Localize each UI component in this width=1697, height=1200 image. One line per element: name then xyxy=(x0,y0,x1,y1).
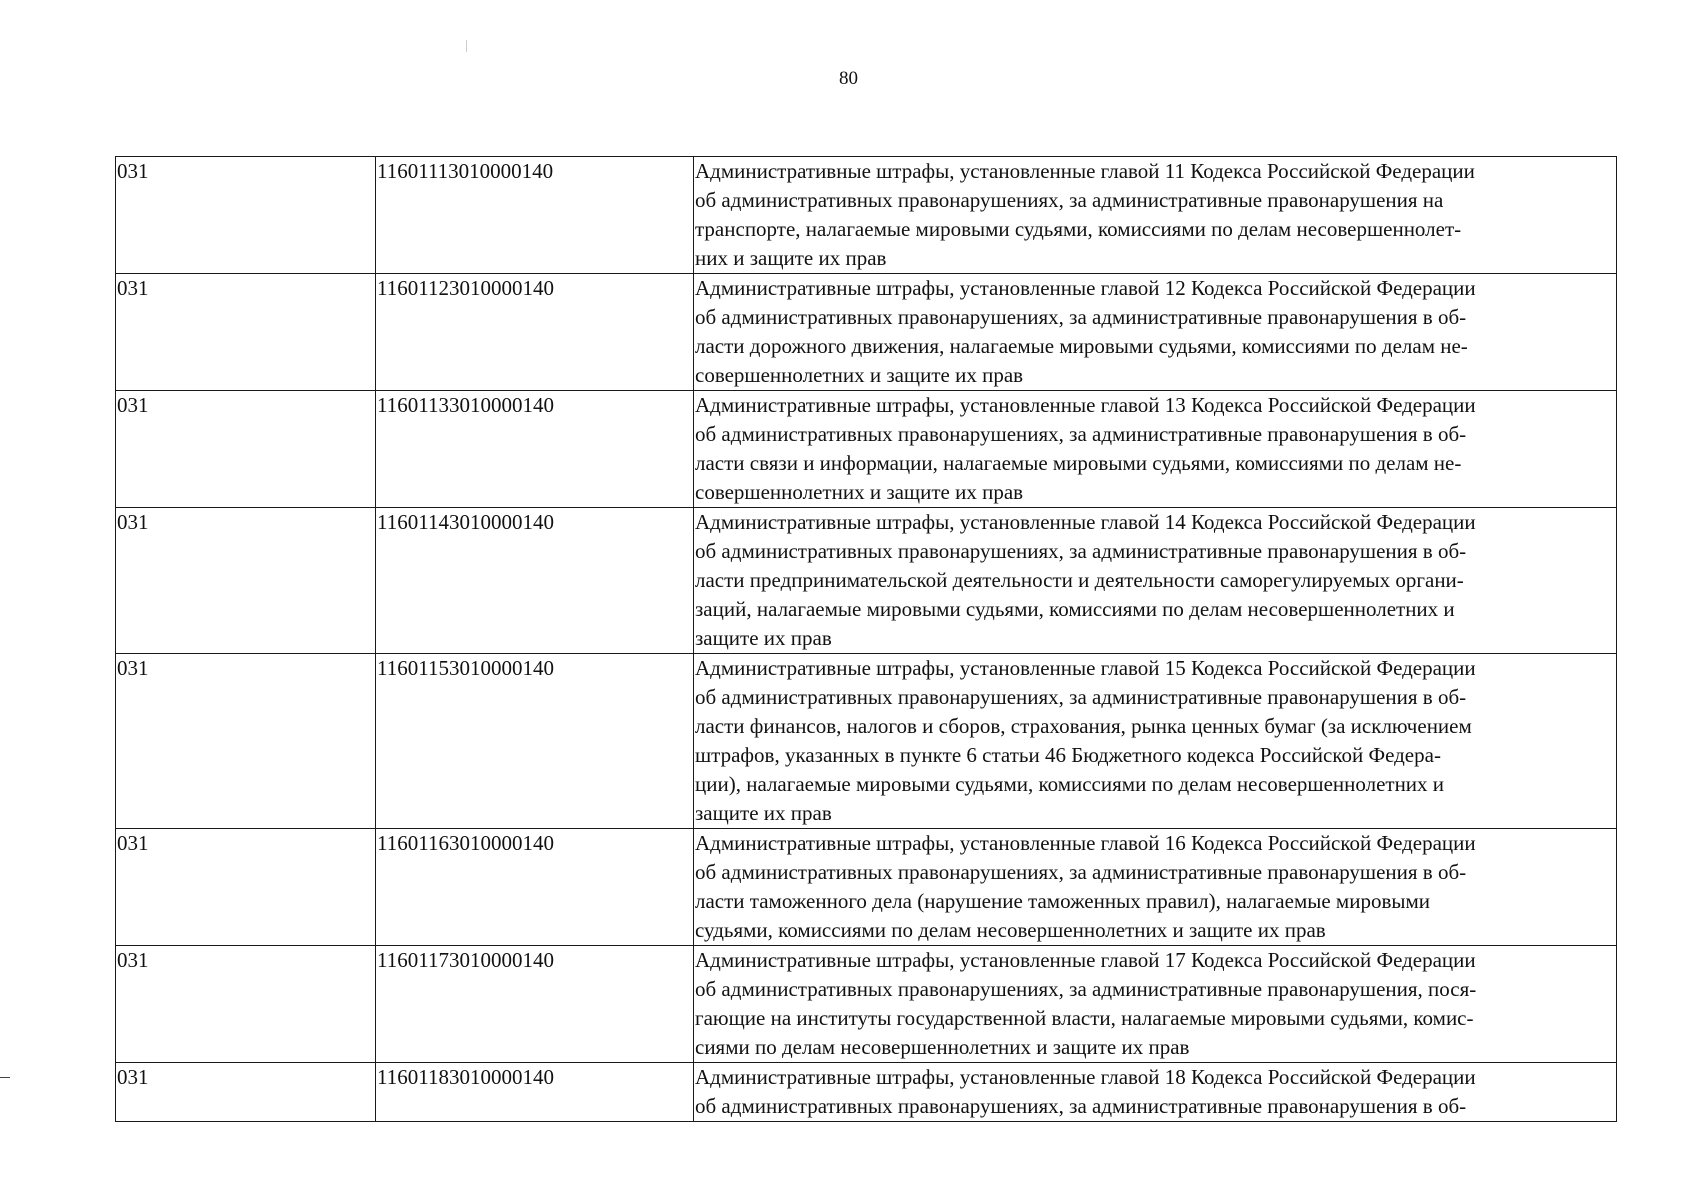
kbk-code-cell: 11601123010000140 xyxy=(376,274,694,391)
description-cell xyxy=(694,829,1617,946)
table-row xyxy=(116,654,1617,829)
description-cell xyxy=(694,274,1617,391)
admin-code-cell: 031 xyxy=(116,391,376,508)
admin-code-cell: 031 xyxy=(116,946,376,1063)
admin-code-cell: 031 xyxy=(116,654,376,829)
description-line: Административные штрафы, установленные главой 13 Кодекса Российской Федерации xyxy=(695,393,1476,417)
description-line: Административные штрафы, установленные главой 16 Кодекса Российской Федерации xyxy=(695,831,1476,855)
table-row xyxy=(116,157,1617,274)
scan-margin-mark xyxy=(0,1077,10,1078)
budget-codes-table xyxy=(115,156,1617,1122)
description-cell xyxy=(694,654,1617,829)
description-line: Административные штрафы, установленные главой 12 Кодекса Российской Федерации xyxy=(695,276,1476,300)
description-line: транспорте, налагаемые мировыми судьями, комиссиями по делам несовершеннолет- xyxy=(695,217,1462,241)
description-line: сиями по делам несовершеннолетних и защите их прав xyxy=(695,1035,1190,1059)
description-line: ласти связи и информации, налагаемые мировыми судьями, комиссиями по делам не- xyxy=(695,451,1462,475)
description-line: штрафов, указанных в пункте 6 статьи 46 Бюджетного кодекса Российской Федера- xyxy=(695,743,1441,767)
description-line: них и защите их прав xyxy=(695,246,887,270)
description-line: совершеннолетних и защите их прав xyxy=(695,363,1024,387)
table-row xyxy=(116,274,1617,391)
description-line: об административных правонарушениях, за административные правонарушения в об- xyxy=(695,305,1467,329)
kbk-code-cell: 11601173010000140 xyxy=(376,946,694,1063)
description-line: заций, налагаемые мировыми судьями, комиссиями по делам несовершеннолетних и xyxy=(695,597,1455,621)
kbk-code-cell: 11601113010000140 xyxy=(376,157,694,274)
kbk-code-cell: 11601153010000140 xyxy=(376,654,694,829)
scan-artifact-mark xyxy=(466,40,467,52)
description-line: об административных правонарушениях, за административные правонарушения в об- xyxy=(695,422,1467,446)
table-row xyxy=(116,391,1617,508)
kbk-code-cell: 11601163010000140 xyxy=(376,829,694,946)
admin-code-cell: 031 xyxy=(116,157,376,274)
description-line: ласти финансов, налогов и сборов, страхования, рынка ценных бумаг (за исключением xyxy=(695,714,1472,738)
description-line: об административных правонарушениях, за административные правонарушения в об- xyxy=(695,539,1467,563)
kbk-code-cell: 11601183010000140 xyxy=(376,1063,694,1122)
description-line: Административные штрафы, установленные главой 17 Кодекса Российской Федерации xyxy=(695,948,1476,972)
description-line: об административных правонарушениях, за административные правонарушения на xyxy=(695,188,1444,212)
description-cell xyxy=(694,1063,1617,1122)
admin-code-cell: 031 xyxy=(116,829,376,946)
admin-code-cell: 031 xyxy=(116,274,376,391)
description-line: защите их прав xyxy=(695,626,832,650)
admin-code-cell: 031 xyxy=(116,508,376,654)
description-cell xyxy=(694,157,1617,274)
description-line: об административных правонарушениях, за административные правонарушения в об- xyxy=(695,1094,1467,1118)
kbk-code-cell: 11601133010000140 xyxy=(376,391,694,508)
description-line: ции), налагаемые мировыми судьями, комиссиями по делам несовершеннолетних и xyxy=(695,772,1445,796)
description-line: Административные штрафы, установленные главой 11 Кодекса Российской Федерации xyxy=(695,159,1475,183)
kbk-code-cell: 11601143010000140 xyxy=(376,508,694,654)
description-line: Административные штрафы, установленные главой 18 Кодекса Российской Федерации xyxy=(695,1065,1476,1089)
table-row xyxy=(116,1063,1617,1122)
description-line: Административные штрафы, установленные главой 14 Кодекса Российской Федерации xyxy=(695,510,1476,534)
description-line: защите их прав xyxy=(695,801,832,825)
description-cell xyxy=(694,508,1617,654)
table-body xyxy=(116,157,1617,1122)
table-row xyxy=(116,829,1617,946)
description-line: гающие на институты государственной власти, налагаемые мировыми судьями, комис- xyxy=(695,1006,1474,1030)
table-row xyxy=(116,946,1617,1063)
description-line: об административных правонарушениях, за административные правонарушения, пося- xyxy=(695,977,1477,1001)
description-line: совершеннолетних и защите их прав xyxy=(695,480,1024,504)
description-line: Административные штрафы, установленные главой 15 Кодекса Российской Федерации xyxy=(695,656,1476,680)
description-line: ласти предпринимательской деятельности и деятельности саморегулируемых органи- xyxy=(695,568,1464,592)
page-number: 80 xyxy=(839,68,858,89)
description-cell xyxy=(694,946,1617,1063)
description-line: судьями, комиссиями по делам несовершеннолетних и защите их прав xyxy=(695,918,1326,942)
description-cell xyxy=(694,391,1617,508)
description-line: об административных правонарушениях, за административные правонарушения в об- xyxy=(695,685,1467,709)
description-line: об административных правонарушениях, за административные правонарушения в об- xyxy=(695,860,1467,884)
description-line: ласти таможенного дела (нарушение таможенных правил), налагаемые мировыми xyxy=(695,889,1430,913)
description-line: ласти дорожного движения, налагаемые мировыми судьями, комиссиями по делам не- xyxy=(695,334,1468,358)
table-row xyxy=(116,508,1617,654)
admin-code-cell: 031 xyxy=(116,1063,376,1122)
